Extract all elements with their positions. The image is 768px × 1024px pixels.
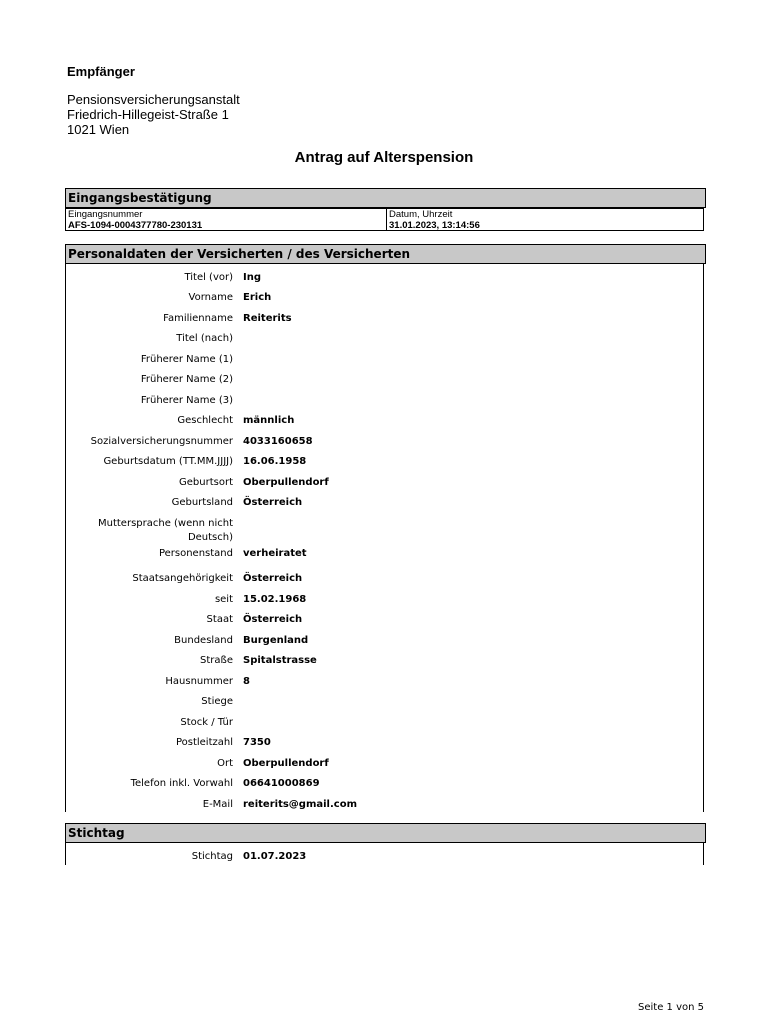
field-label: Früherer Name (3): [140, 395, 233, 406]
field-value: Spitalstrasse: [243, 655, 317, 666]
field-value: Oberpullendorf: [243, 477, 329, 488]
section-heading-personal: Personaldaten der Versicherten / des Versicherten: [65, 244, 706, 264]
field-value: 06641000869: [243, 778, 320, 789]
field-label: Telefon inkl. Vorwahl: [130, 778, 233, 789]
receipt-number-label: Eingangsnummer: [68, 209, 143, 220]
personal-data-body: [65, 264, 704, 812]
field-label: Muttersprache (wenn nicht Deutsch): [98, 518, 233, 543]
field-label: Titel (nach): [176, 333, 233, 344]
field-label: Stock / Tür: [180, 717, 233, 728]
receipt-number-value: AFS-1094-0004377780-230131: [68, 220, 203, 231]
field-label: Postleitzahl: [175, 737, 233, 748]
field-label: Straße: [200, 655, 233, 666]
field-label: Ort: [217, 758, 233, 769]
field-label: Geschlecht: [177, 415, 233, 426]
document-title: Antrag auf Alterspension: [294, 149, 474, 166]
receipt-date-cell: [387, 209, 480, 230]
field-label: Sozialversicherungsnummer: [90, 436, 233, 447]
field-value: 7350: [243, 737, 271, 748]
field-value: 4033160658: [243, 436, 313, 447]
field-value: Österreich: [243, 573, 303, 584]
field-value: 8: [243, 676, 250, 687]
field-value: 16.06.1958: [243, 456, 307, 467]
field-value: reiterits@gmail.com: [243, 799, 357, 810]
field-label: Staat: [206, 614, 233, 625]
field-value: 15.02.1968: [243, 594, 307, 605]
recipient-line: Friedrich-Hillegeist-Straße 1: [67, 107, 229, 122]
field-value: männlich: [243, 415, 295, 426]
recipient-block: [67, 64, 240, 137]
field-label: Titel (vor): [184, 272, 233, 283]
page-number: Seite 1 von 5: [638, 1002, 704, 1013]
field-label: Geburtsdatum (TT.MM.JJJJ): [103, 456, 233, 467]
field-label: Früherer Name (1): [140, 354, 233, 365]
recipient-line: Pensionsversicherungsanstalt: [67, 92, 240, 107]
field-label: Staatsangehörigkeit: [132, 573, 233, 584]
receipt-date-value: 31.01.2023, 13:14:56: [389, 220, 480, 231]
field-label: Bundesland: [174, 635, 233, 646]
section-heading-confirmation: Eingangsbestätigung: [65, 188, 706, 208]
field-label: Früherer Name (2): [140, 374, 233, 385]
field-label: Familienname: [163, 313, 233, 324]
field-value: verheiratet: [243, 548, 307, 559]
field-label: Stiege: [201, 696, 233, 707]
field-value: Ing: [243, 272, 261, 283]
field-label: Stichtag: [191, 851, 233, 862]
field-value: Österreich: [243, 497, 303, 508]
field-value: Erich: [243, 292, 272, 303]
field-value: Österreich: [243, 614, 303, 625]
stichtag-body: [65, 843, 704, 865]
field-label: Vorname: [188, 292, 233, 303]
receipt-number-cell: [66, 209, 387, 230]
receipt-date-label: Datum, Uhrzeit: [389, 209, 453, 220]
field-label: Personenstand: [158, 548, 233, 559]
confirmation-table: [65, 208, 704, 231]
field-label: E-Mail: [202, 799, 233, 810]
field-label: seit: [214, 594, 233, 605]
field-label: Hausnummer: [165, 676, 233, 687]
field-value: 01.07.2023: [243, 851, 307, 862]
field-value: Reiterits: [243, 313, 292, 324]
section-heading-stichtag: Stichtag: [65, 823, 706, 843]
field-value: Oberpullendorf: [243, 758, 329, 769]
field-value: Burgenland: [243, 635, 309, 646]
field-label: Geburtsland: [171, 497, 233, 508]
recipient-line: 1021 Wien: [67, 122, 130, 137]
field-label: Geburtsort: [179, 477, 233, 488]
recipient-heading: Empfänger: [67, 64, 135, 79]
